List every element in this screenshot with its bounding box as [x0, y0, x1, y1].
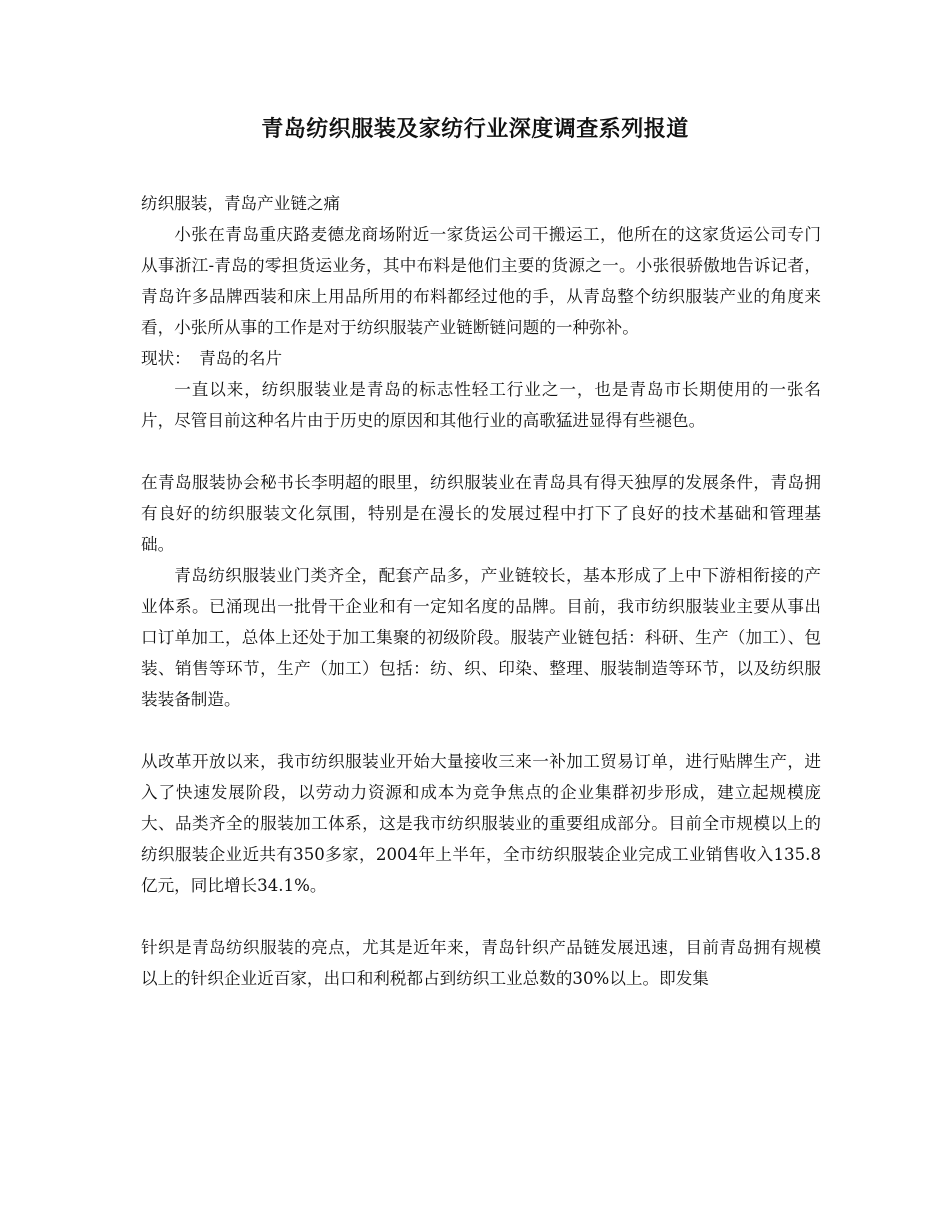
document-title: 青岛纺织服装及家纺行业深度调查系列报道	[261, 116, 689, 142]
paragraph: 一直以来，纺织服装业是青岛的标志性轻工行业之一，也是青岛市长期使用的一张名片，尽管目前这种名片由于历史的原因和其他行业的高歌猛进显得有些褪色。	[141, 380, 821, 430]
paragraph: 青岛纺织服装业门类齐全，配套产品多，产业链较长，基本形成了上中下游相衔接的产业体系。已涌现出一批骨干企业和有一定知名度的品牌。目前，我市纺织服装业主要从事出口订单加工，总体上还处于加工集聚的初级阶段。服装产业链包括：科研、生产（加工）、包装、销售等环节，生产（加工）包括：纺、织、印染、整理、服装制造等环节，以及纺织服装装备制造。	[141, 566, 821, 709]
paragraph: 在青岛服装协会秘书长李明超的眼里，纺织服装业在青岛具有得天独厚的发展条件，青岛拥有良好的纺织服装文化氛围，特别是在漫长的发展过程中打下了良好的技术基础和管理基础。	[141, 473, 821, 554]
paragraph: 从改革开放以来，我市纺织服装业开始大量接收三来一补加工贸易订单，进行贴牌生产，进入了快速发展阶段，以劳动力资源和成本为竞争焦点的企业集群初步形成，建立起规模庞大、品类齐全的服装加工体系，这是我市纺织服装业的重要组成部分。目前全市规模以上的纺织服装企业近共有350多家，2004年上半年，全市纺织服装企业完成工业销售收入135.8亿元，同比增长34.1%。	[141, 752, 821, 895]
section-heading: 现状： 青岛的名片	[141, 349, 283, 368]
document-body	[141, 188, 821, 994]
paragraph: 小张在青岛重庆路麦德龙商场附近一家货运公司干搬运工，他所在的这家货运公司专门从事浙江-青岛的零担货运业务，其中布料是他们主要的货源之一。小张很骄傲地告诉记者，青岛许多品牌西装和床上用品所用的布料都经过他的手，从青岛整个纺织服装产业的角度来看，小张所从事的工作是对于纺织服装产业链断链问题的一种弥补。	[141, 225, 821, 337]
paragraph: 针织是青岛纺织服装的亮点，尤其是近年来，青岛针织产品链发展迅速，目前青岛拥有规模以上的针织企业近百家，出口和利税都占到纺织工业总数的30%以上。即发集	[141, 938, 821, 988]
section-heading: 纺织服装，青岛产业链之痛	[141, 194, 341, 213]
